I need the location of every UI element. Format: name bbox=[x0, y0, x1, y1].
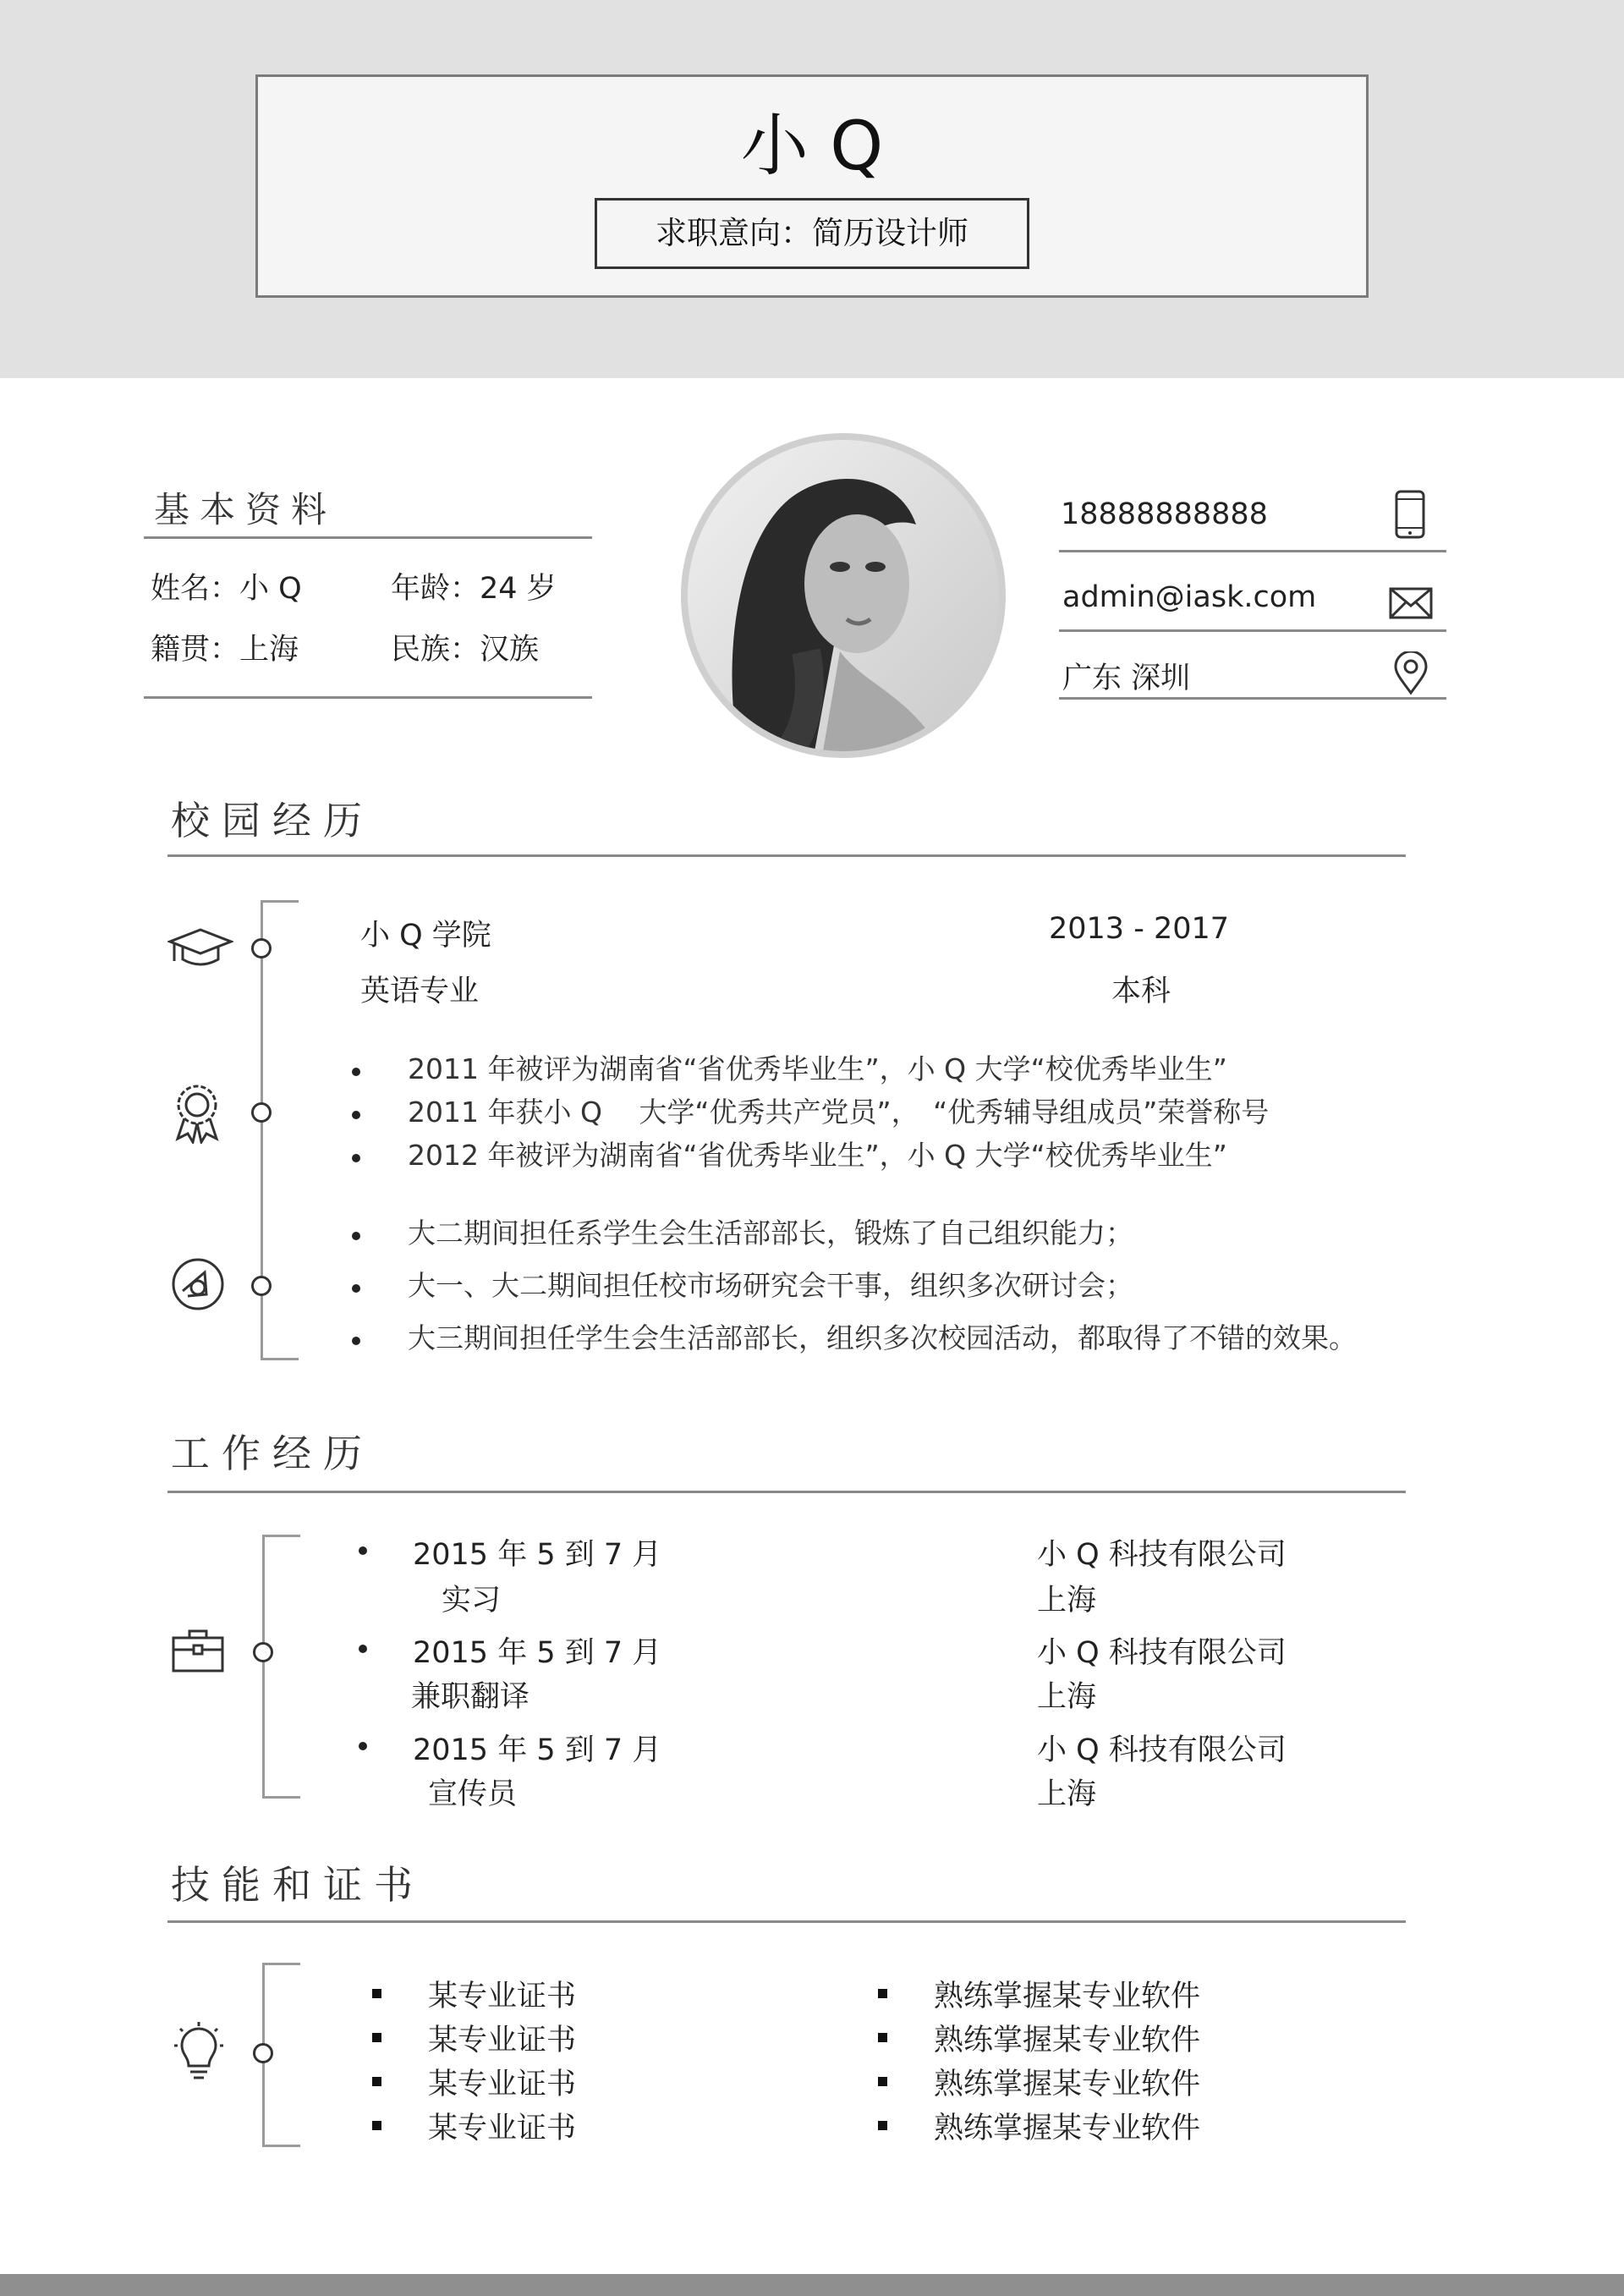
cert-item: 某专业证书 bbox=[428, 2112, 577, 2145]
work-company: 小 Q 科技有限公司 bbox=[1037, 1538, 1287, 1572]
school-major: 英语专业 bbox=[360, 975, 480, 1008]
activity-item: 大三期间担任学生会生活部部长，组织多次校园活动，都取得了不错的效果。 bbox=[408, 1321, 1357, 1354]
school-degree: 本科 bbox=[1111, 975, 1171, 1008]
work-section-divider bbox=[167, 1491, 1406, 1493]
campus-timeline-bottom bbox=[261, 1358, 299, 1360]
contact-email: admin@iask.com bbox=[1062, 580, 1317, 614]
phone-icon bbox=[1394, 489, 1426, 540]
work-timeline-top bbox=[262, 1535, 300, 1537]
work-role: 兼职翻译 bbox=[411, 1680, 530, 1714]
cert-item: 某专业证书 bbox=[428, 2068, 577, 2101]
square-bullet bbox=[372, 2121, 381, 2130]
square-bullet bbox=[878, 2033, 887, 2042]
work-date: 2015 年 5 到 7 月 bbox=[413, 1733, 662, 1767]
work-role: 实习 bbox=[442, 1584, 502, 1618]
basic-ethnicity: 民族：汉族 bbox=[391, 633, 540, 667]
compass-icon bbox=[171, 1257, 225, 1311]
square-bullet bbox=[372, 2033, 381, 2042]
profile-photo bbox=[681, 433, 1006, 758]
software-item: 熟练掌握某专业软件 bbox=[934, 1980, 1201, 2013]
bullet bbox=[352, 1284, 360, 1293]
campus-section-title: 校园经历 bbox=[171, 798, 374, 843]
activity-item: 大一、大二期间担任校市场研究会干事，组织多次研讨会； bbox=[408, 1269, 1133, 1302]
footer-band bbox=[0, 2274, 1624, 2296]
briefcase-icon bbox=[171, 1628, 225, 1673]
email-divider bbox=[1059, 629, 1446, 632]
work-city: 上海 bbox=[1037, 1777, 1097, 1811]
contact-phone: 18888888888 bbox=[1061, 497, 1268, 531]
honor-item: 2012 年被评为湖南省“省优秀毕业生”，小 Q 大学“校优秀毕业生” bbox=[408, 1139, 1227, 1172]
envelope-icon bbox=[1389, 587, 1433, 619]
square-bullet bbox=[878, 2077, 887, 2086]
timeline-node-activities bbox=[251, 1276, 272, 1296]
lightbulb-icon bbox=[171, 2022, 227, 2083]
location-divider bbox=[1059, 697, 1446, 700]
work-city: 上海 bbox=[1037, 1584, 1097, 1618]
work-company: 小 Q 科技有限公司 bbox=[1037, 1733, 1287, 1767]
school-years: 2013 - 2017 bbox=[1049, 912, 1230, 946]
bullet bbox=[352, 1337, 360, 1345]
skills-timeline-top bbox=[262, 1963, 300, 1965]
square-bullet bbox=[372, 1989, 381, 1998]
skills-section-divider bbox=[167, 1920, 1406, 1923]
bullet bbox=[352, 1154, 360, 1162]
work-timeline-bottom bbox=[262, 1796, 300, 1799]
bullet bbox=[352, 1068, 360, 1076]
phone-divider bbox=[1059, 550, 1446, 552]
work-date: 2015 年 5 到 7 月 bbox=[413, 1636, 662, 1670]
work-city: 上海 bbox=[1037, 1680, 1097, 1714]
school-name: 小 Q 学院 bbox=[360, 919, 491, 953]
cert-item: 某专业证书 bbox=[428, 2024, 577, 2057]
work-section-title: 工作经历 bbox=[171, 1431, 374, 1476]
timeline-node-honors bbox=[251, 1102, 272, 1123]
contact-location: 广东 深圳 bbox=[1062, 662, 1191, 695]
bullet bbox=[352, 1111, 360, 1119]
basic-info-bottom-divider bbox=[144, 696, 592, 699]
basic-info-divider bbox=[144, 536, 592, 539]
campus-section-divider bbox=[167, 854, 1406, 857]
bullet bbox=[359, 1742, 367, 1750]
software-item: 熟练掌握某专业软件 bbox=[934, 2024, 1201, 2057]
skills-timeline-bottom bbox=[262, 2145, 300, 2147]
square-bullet bbox=[372, 2077, 381, 2086]
basic-info-title: 基本资料 bbox=[154, 489, 337, 530]
activity-item: 大二期间担任系学生会生活部部长，锻炼了自己组织能力； bbox=[408, 1217, 1133, 1250]
honor-item: 2011 年获小 Q 大学“优秀共产党员”， “优秀辅导组成员”荣誉称号 bbox=[408, 1096, 1270, 1129]
software-item: 熟练掌握某专业软件 bbox=[934, 2068, 1201, 2101]
job-intent: 求职意向：简历设计师 bbox=[595, 198, 1029, 269]
bullet bbox=[352, 1232, 360, 1240]
work-role: 宣传员 bbox=[428, 1777, 518, 1811]
portrait-image bbox=[688, 440, 999, 751]
campus-timeline-top bbox=[261, 900, 299, 903]
graduation-cap-icon bbox=[167, 927, 233, 969]
bullet bbox=[359, 1645, 367, 1653]
basic-age: 年龄：24 岁 bbox=[391, 572, 557, 606]
candidate-name: 小 Q bbox=[740, 107, 884, 185]
timeline-node-education bbox=[251, 938, 272, 958]
timeline-node-work bbox=[253, 1642, 273, 1662]
square-bullet bbox=[878, 2121, 887, 2130]
location-pin-icon bbox=[1393, 651, 1429, 695]
basic-origin: 籍贯：上海 bbox=[151, 633, 299, 667]
bullet bbox=[359, 1546, 367, 1555]
cert-item: 某专业证书 bbox=[428, 1980, 577, 2013]
skills-section-title: 技能和证书 bbox=[171, 1862, 425, 1908]
timeline-node-skills bbox=[253, 2043, 273, 2063]
basic-name: 姓名：小 Q bbox=[151, 572, 302, 606]
honor-item: 2011 年被评为湖南省“省优秀毕业生”，小 Q 大学“校优秀毕业生” bbox=[408, 1052, 1227, 1085]
work-date: 2015 年 5 到 7 月 bbox=[413, 1538, 662, 1572]
work-timeline bbox=[262, 1535, 265, 1799]
work-company: 小 Q 科技有限公司 bbox=[1037, 1636, 1287, 1670]
software-item: 熟练掌握某专业软件 bbox=[934, 2112, 1201, 2145]
award-medal-icon bbox=[171, 1083, 223, 1144]
square-bullet bbox=[878, 1989, 887, 1998]
